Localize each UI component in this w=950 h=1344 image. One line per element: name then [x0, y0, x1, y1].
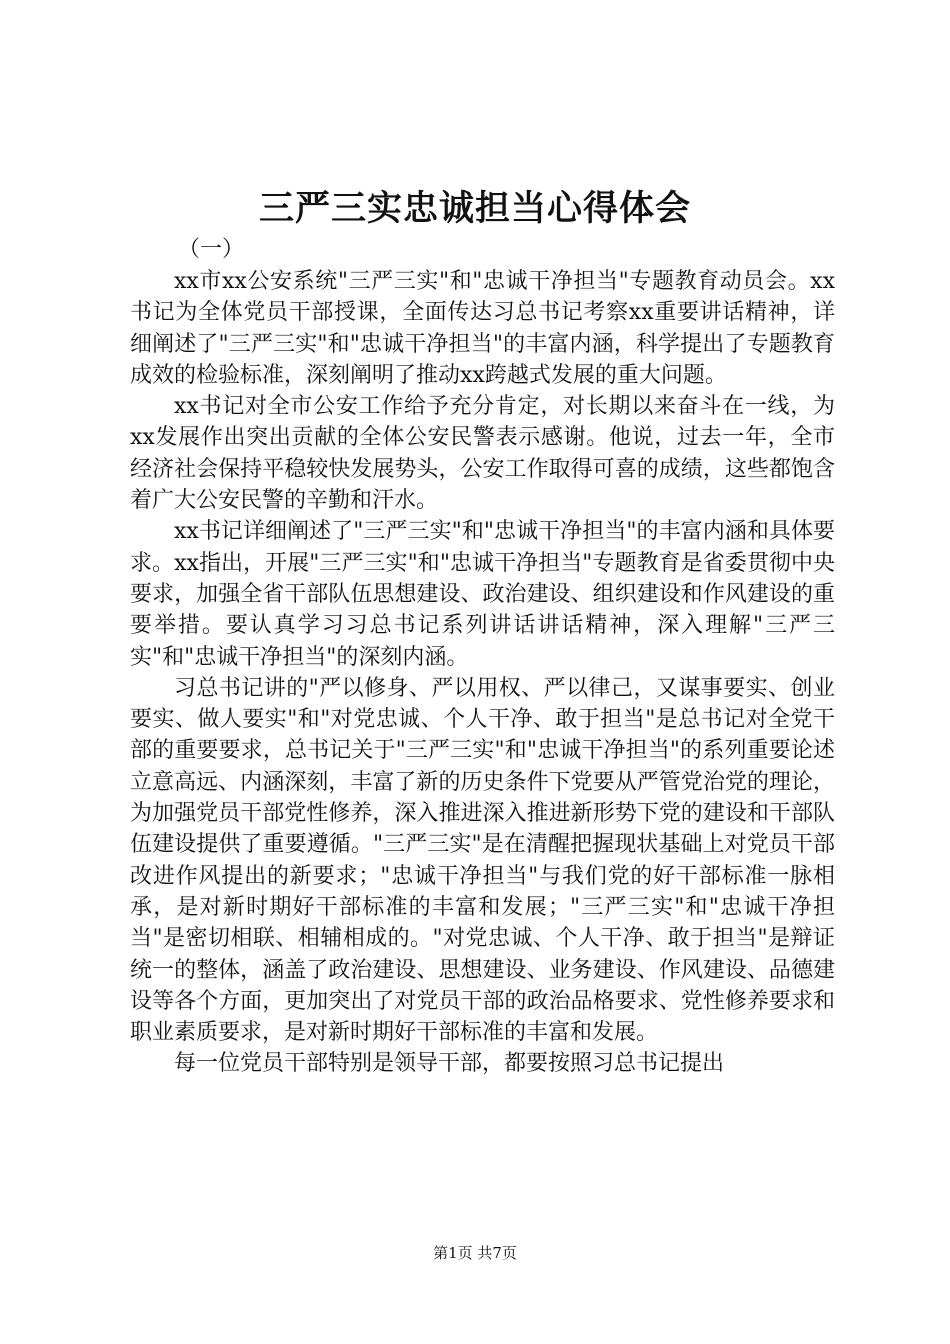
- paragraph: xx书记对全市公安工作给予充分肯定，对长期以来奋斗在一线，为xx发展作出突出贡献的全体公安民警表示感谢。他说，过去一年，全市经济社会保持平稳较快发展势头，公安工作取得可喜的成绩，这些都饱含着广大公安民警的辛勤和汗水。: [130, 394, 835, 514]
- paragraph: 习总书记讲的"严以修身、严以用权、严以律己，又谋事要实、创业要实、做人要实"和"对党忠诚、个人干净、敢于担当"是总书记对全党干部的重要要求，总书记关于"三严三实"和"忠诚干净担当"的系列重要论述立意高远、内涵深刻，丰富了新的历史条件下党要从严管党治党的理论，为加强党员干部党性修养，深入推进深入推进新形势下党的建设和干部队伍建设提供了重要遵循。"三严三实"是在清醒把握现状基础上对党员干部改进作风提出的新要求；"忠诚干净担当"与我们党的好干部标准一脉相承，是对新时期好干部标准的丰富和发展；"三严三实"和"忠诚干净担当"是密切相联、相辅相成的。"对党忠诚、个人干净、敢于担当"是辩证统一的整体，涵盖了政治建设、思想建设、业务建设、作风建设、品德建设等各个方面，更加突出了对党员干部的政治品格要求、党性修养要求和职业素质要求，是对新时期好干部标准的丰富和发展。: [130, 675, 835, 1046]
- paragraph: xx市xx公安系统"三严三实"和"忠诚干净担当"专题教育动员会。xx书记为全体党员干部授课，全面传达习总书记考察xx重要讲话精神，详细阐述了"三严三实"和"忠诚干净担当"的丰富内涵，科学提出了专题教育成效的检验标准，深刻阐明了推动xx跨越式发展的重大问题。: [130, 269, 835, 388]
- paragraph: xx书记详细阐述了"三严三实"和"忠诚干净担当"的丰富内涵和具体要求。xx指出，开展"三严三实"和"忠诚干净担当"专题教育是省委贯彻中央要求，加强全省干部队伍思想建设、政治建设、组织建设和作风建设的重要举措。要认真学习习总书记系列讲话讲话精神，深入理解"三严三实"和"忠诚干净担当"的深刻内涵。: [130, 519, 835, 670]
- section-label: （一）: [178, 237, 245, 262]
- document-body: [130, 266, 835, 1080]
- paragraph: 每一位党员干部特别是领导干部，都要按照习总书记提出: [174, 1051, 725, 1077]
- page-number-footer: 第1页 共7页: [433, 1244, 517, 1262]
- document-title: 三严三实忠诚担当心得体会: [258, 188, 691, 229]
